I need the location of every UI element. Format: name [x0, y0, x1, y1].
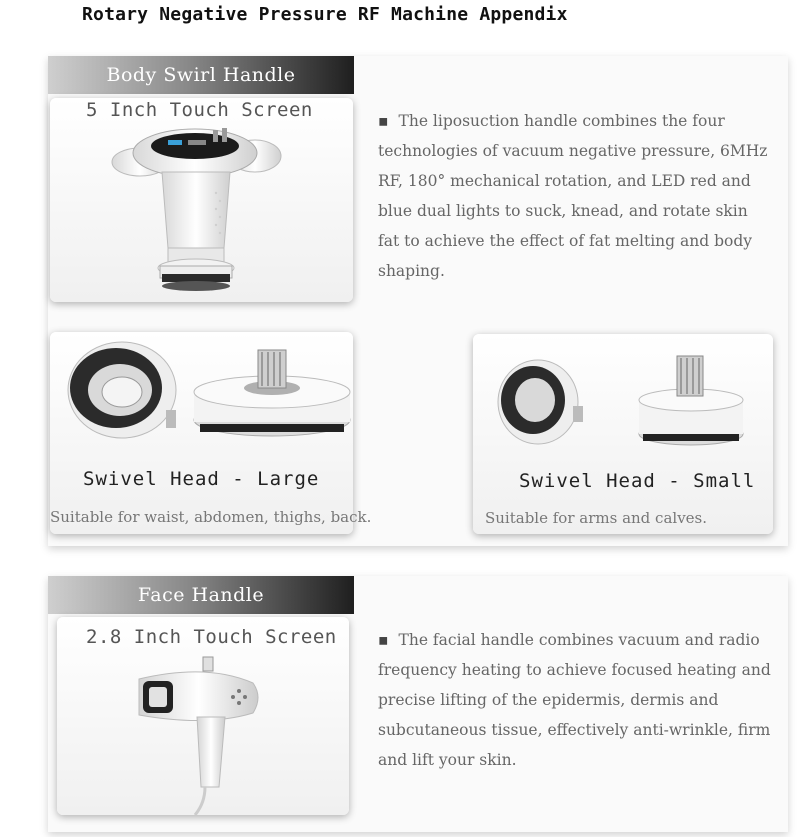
bullet-icon: ▪	[378, 631, 389, 649]
face-handle-description-block	[378, 625, 773, 775]
page-title: Rotary Negative Pressure RF Machine Appendix	[82, 4, 568, 25]
body-handle-description-block	[378, 106, 773, 286]
swivel-large-title: Swivel Head - Large	[83, 468, 320, 490]
body-handle-card	[50, 98, 353, 302]
swivel-large-card	[50, 332, 353, 534]
face-screen-label: 2.8 Inch Touch Screen	[86, 626, 337, 648]
body-handle-description: The liposuction handle combines the four technologies of vacuum negative pressure, 6MHz RF, 180° mechanical rotation, and LED red and blue dual lights to suck, knead, and rotate skin fat to achieve the effect of fat melting and body shaping.	[378, 112, 768, 280]
small-swivel-head-image	[473, 334, 773, 464]
face-handle-header: Face Handle	[48, 576, 354, 614]
body-screen-label: 5 Inch Touch Screen	[86, 99, 313, 121]
swivel-small-title: Swivel Head - Small	[519, 470, 756, 492]
face-handle-card	[57, 617, 349, 815]
body-swirl-handle-image	[50, 98, 353, 302]
face-handle-description: The facial handle combines vacuum and radio frequency heating to achieve focused heating and precise lifting of the epidermis, dermis and subcutaneous tissue, effectively anti-wrinkle, firm and lift your skin.	[378, 631, 771, 769]
swivel-large-description: Suitable for waist, abdomen, thighs, back.	[50, 508, 372, 526]
body-handle-header: Body Swirl Handle	[48, 56, 354, 94]
bullet-icon: ▪	[378, 112, 389, 130]
swivel-small-card	[473, 334, 773, 534]
large-swivel-head-image	[50, 332, 353, 472]
swivel-small-description: Suitable for arms and calves.	[485, 509, 708, 527]
